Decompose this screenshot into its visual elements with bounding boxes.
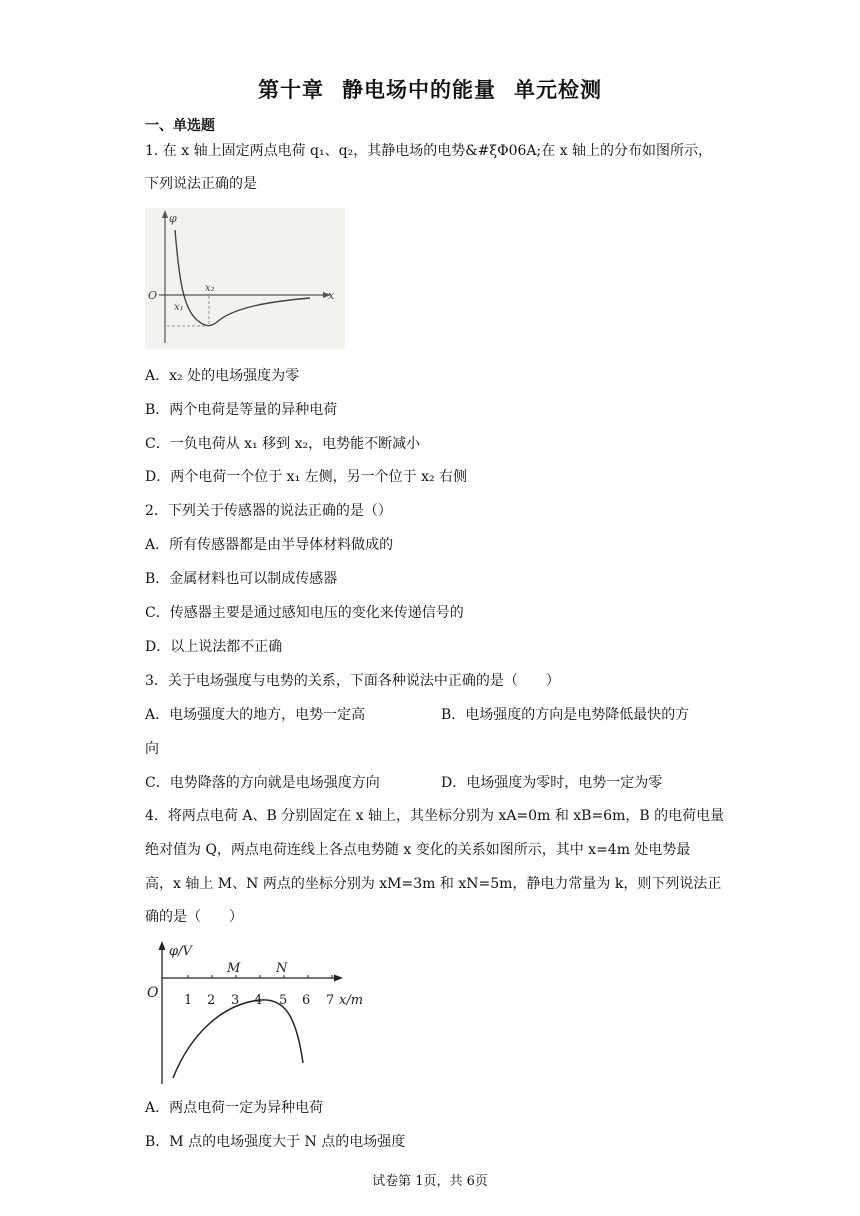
page-footer: 试卷第 1页，共 6页 — [372, 1174, 488, 1189]
q3-option-a: A．电场强度大的地方，电势一定高 — [145, 707, 366, 723]
q4-fig-tick-4: 4 — [254, 993, 263, 1008]
q1-fig-origin: O — [148, 289, 158, 302]
q1-fig-x1-label: x₁ — [174, 302, 184, 313]
q4-fig-point-n: N — [276, 961, 288, 976]
q2-option-c: C．传感器主要是通过感知电压的变化来传递信号的 — [145, 605, 464, 621]
q1-option-c: C．一负电荷从 x₁ 移到 x₂，电势能不断减小 — [145, 436, 421, 452]
q4-fig-x-label: x/m — [339, 993, 364, 1008]
q2-option-d: D．以上说法都不正确 — [145, 639, 283, 655]
q1-fig-x2-label: x₂ — [205, 283, 215, 294]
q2-option-a: A．所有传感器都是由半导体材料做成的 — [145, 537, 394, 553]
q4-fig-tick-6: 6 — [302, 993, 311, 1008]
q4-fig-tick-7: 7 — [326, 993, 335, 1008]
q3-option-d: D．电场强度为零时，电势一定为零 — [441, 775, 663, 791]
q4-fig-point-m: M — [227, 961, 241, 976]
q1-stem-line1: 1. 在 x 轴上固定两点电荷 q₁、q₂，其静电场的电势&#ξΦ06A;在 x 轴上的分布如图所示， — [145, 143, 713, 159]
q1-figure — [145, 208, 345, 349]
q4-fig-tick-2: 2 — [207, 993, 216, 1008]
q2-option-b: B．金属材料也可以制成传感器 — [145, 571, 338, 587]
q4-figure — [143, 938, 373, 1088]
section-heading: 一、单选题 — [145, 118, 215, 134]
q4-stem-line2: 绝对值为 Q，两点电荷连线上各点电势随 x 变化的关系如图所示，其中 x=4m 处电势最 — [145, 842, 691, 858]
q1-option-d: D．两个电荷一个位于 x₁ 左侧，另一个位于 x₂ 右侧 — [145, 469, 468, 485]
q4-fig-tick-1: 1 — [184, 993, 193, 1008]
q3-option-b: B．电场强度的方向是电势降低最快的方 — [441, 707, 690, 723]
q4-option-a: A．两点电荷一定为异种电荷 — [145, 1100, 324, 1116]
q2-stem: 2．下列关于传感器的说法正确的是（） — [145, 503, 392, 519]
q1-fig-x-label: x — [328, 289, 335, 302]
q4-stem-line3: 高，x 轴上 M、N 两点的坐标分别为 xM=3m 和 xN=5m，静电力常量为 k，则下列说法正 — [145, 876, 722, 892]
q1-fig-y-label: φ — [169, 212, 177, 225]
q4-option-b: B．M 点的电场强度大于 N 点的电场强度 — [145, 1134, 406, 1150]
q4-fig-y-label: φ/V — [169, 944, 192, 959]
q4-stem-line1: 4．将两点电荷 A、B 分别固定在 x 轴上，其坐标分别为 xA=0m 和 xB=6m，B 的电荷电量 — [145, 808, 725, 824]
q4-fig-tick-5: 5 — [279, 993, 288, 1008]
q4-fig-origin: O — [147, 985, 159, 1001]
page-title — [0, 74, 860, 104]
q3-option-c: C．电势降落的方向就是电场强度方向 — [145, 775, 380, 791]
q3-option-b-continued: 向 — [145, 741, 159, 757]
title-topic: 静电场中的能量 — [342, 78, 496, 102]
q1-option-b: B．两个电荷是等量的异种电荷 — [145, 402, 338, 418]
q1-option-a: A．x₂ 处的电场强度为零 — [145, 368, 300, 384]
title-chapter: 第十章 — [258, 78, 324, 102]
q3-stem: 3．关于电场强度与电势的关系，下面各种说法中正确的是（ ） — [145, 673, 560, 689]
q4-fig-tick-3: 3 — [231, 993, 240, 1008]
q4-stem-line4: 确的是（ ） — [145, 909, 243, 925]
q1-stem-line2: 下列说法正确的是 — [145, 176, 257, 192]
title-type: 单元检测 — [514, 78, 602, 102]
